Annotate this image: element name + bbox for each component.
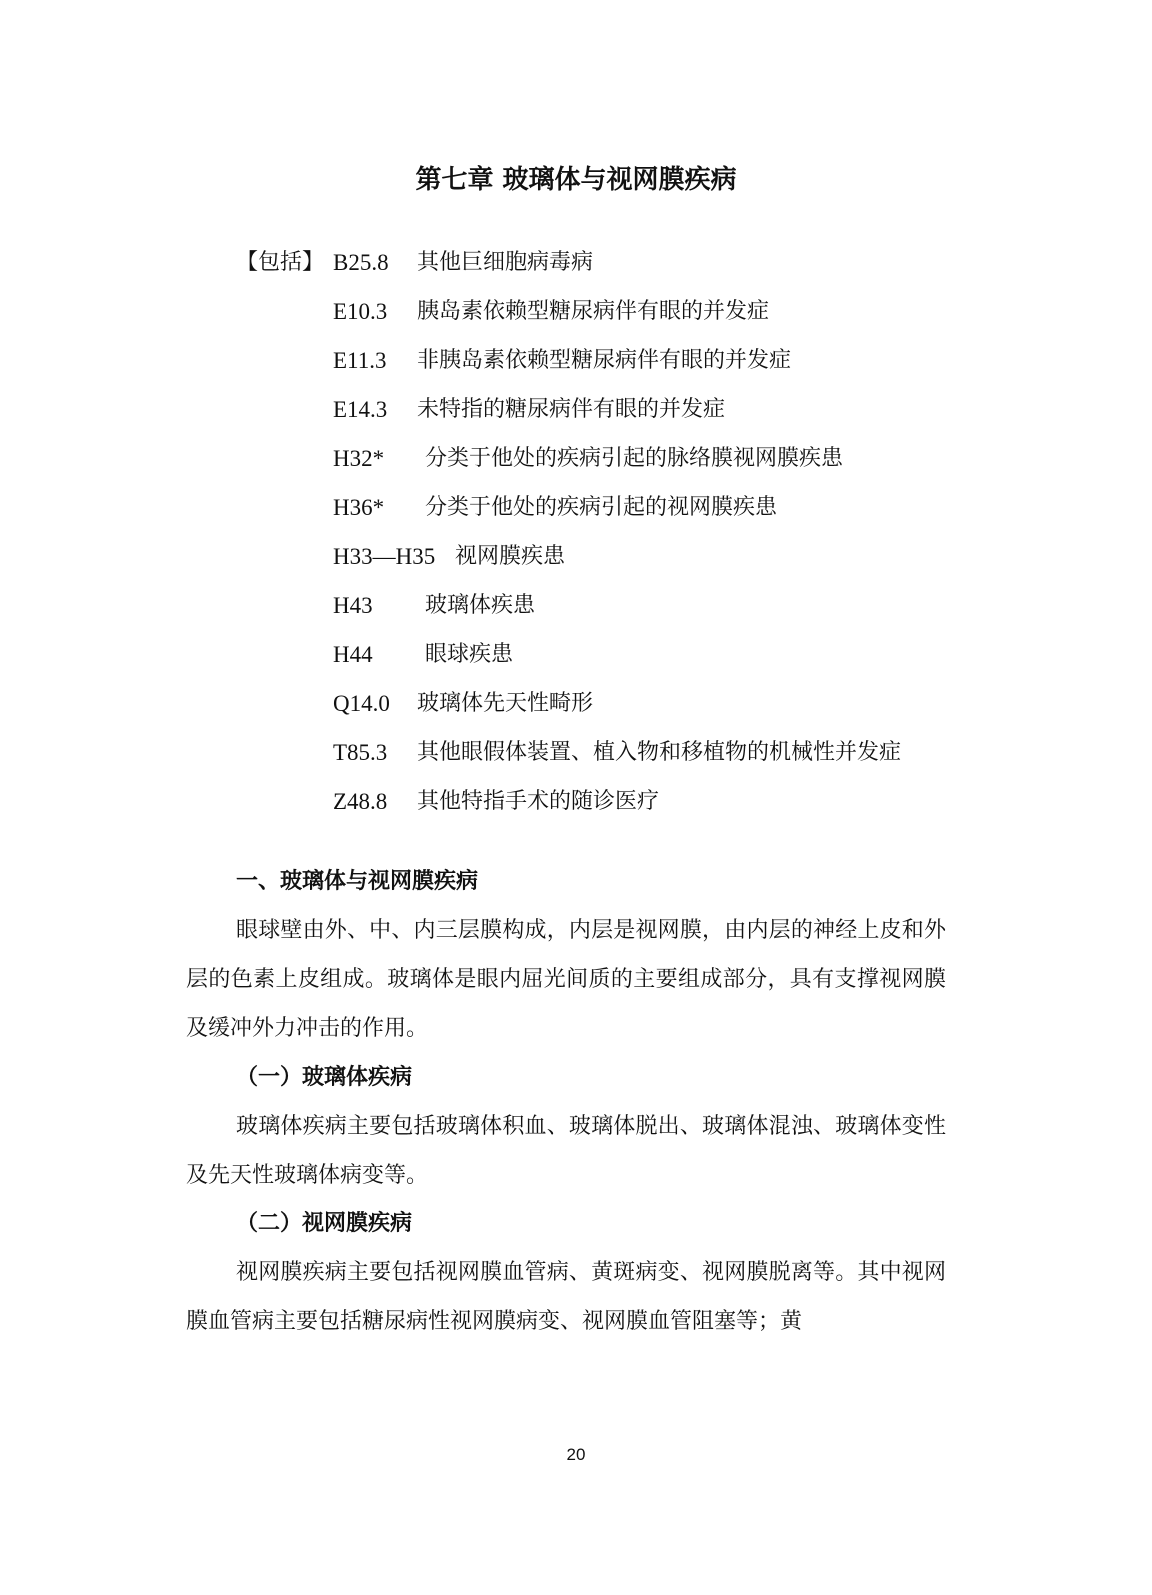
include-item [0,485,1152,534]
include-item [0,240,1152,289]
include-item [0,583,1152,632]
icd-description: 胰岛素依赖型糖尿病伴有眼的并发症 [417,299,770,324]
icd-description: 视网膜疾患 [455,544,566,569]
chapter-title: 第七章 玻璃体与视网膜疾病 [415,165,737,195]
icd-code: H44 [333,642,373,667]
intro-paragraph: 眼球壁由外、中、内三层膜构成，内层是视网膜，由内层的神经上皮和外层的色素上皮组成。玻璃体是眼内屈光间质的主要组成部分，具有支撑视网膜及缓冲外力冲击的作用。 [186,918,946,1041]
icd-code: Q14.0 [333,691,390,716]
icd-code: T85.3 [333,740,388,765]
icd-code: E11.3 [333,348,387,373]
icd-code: B25.8 [333,250,389,275]
subsection-heading-retina: （二）视网膜疾病 [236,1210,413,1236]
include-code-list [0,240,1152,828]
icd-description: 未特指的糖尿病伴有眼的并发症 [417,397,726,422]
icd-code: E14.3 [333,397,388,422]
icd-code: H43 [333,593,373,618]
subsection-heading-vitreous: （一）玻璃体疾病 [236,1064,413,1090]
icd-description: 其他特指手术的随诊医疗 [417,789,660,814]
icd-description: 分类于他处的疾病引起的脉络膜视网膜疾患 [425,446,844,471]
include-item [0,632,1152,681]
icd-code: H32* [333,446,385,471]
icd-code: H36* [333,495,385,520]
section-heading: 一、玻璃体与视网膜疾病 [236,869,479,894]
icd-code: H33—H35 [333,544,436,569]
icd-description: 其他巨细胞病毒病 [417,250,594,275]
include-item [0,730,1152,779]
icd-description: 其他眼假体装置、植入物和移植物的机械性并发症 [417,740,902,765]
icd-description: 非胰岛素依赖型糖尿病伴有眼的并发症 [417,348,792,373]
page-number: 20 [566,1445,586,1464]
icd-code: Z48.8 [333,789,388,814]
include-item [0,436,1152,485]
retina-paragraph: 视网膜疾病主要包括视网膜血管病、黄斑病变、视网膜脱离等。其中视网膜血管病主要包括糖尿病性视网膜病变、视网膜血管阻塞等；黄 [186,1260,946,1334]
icd-description: 眼球疾患 [425,642,514,667]
include-item [0,387,1152,436]
icd-description: 分类于他处的疾病引起的视网膜疾患 [425,495,778,520]
include-item [0,779,1152,828]
include-item [0,289,1152,338]
icd-description: 玻璃体先天性畸形 [417,691,594,716]
include-item [0,681,1152,730]
icd-description: 玻璃体疾患 [425,593,536,618]
include-item [0,534,1152,583]
include-label: 【包括】 [236,250,325,275]
include-item [0,338,1152,387]
icd-code: E10.3 [333,299,388,324]
vitreous-paragraph: 玻璃体疾病主要包括玻璃体积血、玻璃体脱出、玻璃体混浊、玻璃体变性及先天性玻璃体病变等。 [186,1114,946,1188]
